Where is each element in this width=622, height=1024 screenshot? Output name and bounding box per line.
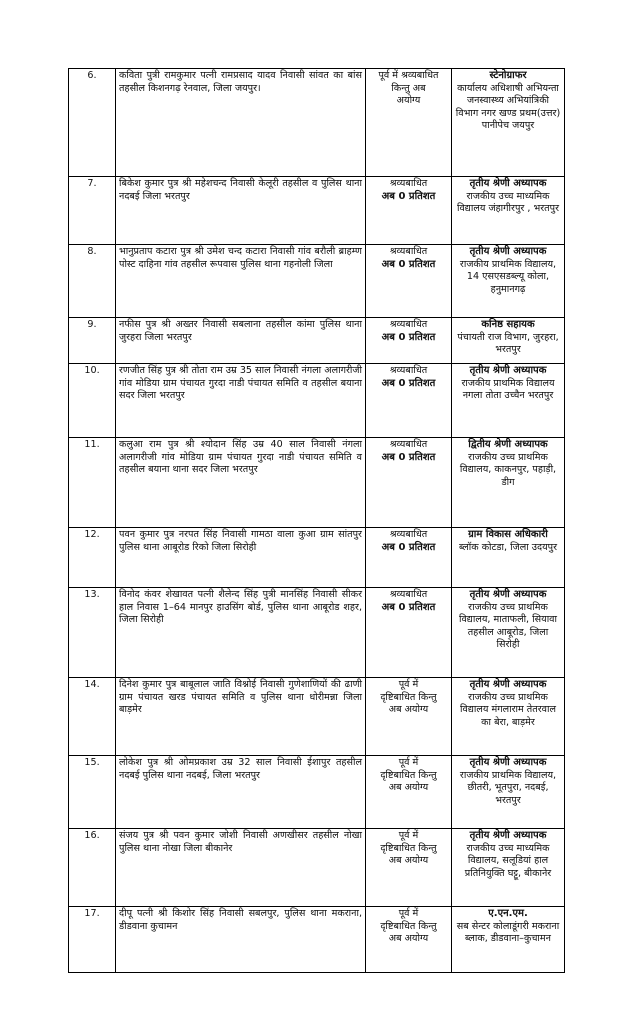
post-title: स्टेनोग्राफर [489, 70, 527, 81]
post-cell [452, 364, 565, 438]
status-line: पूर्व में [398, 830, 419, 841]
status-line: पूर्व में [398, 679, 419, 690]
status-line: अब अयोग्य [388, 704, 429, 716]
status-line: अब 0 प्रतिशत [381, 541, 436, 553]
post-cell [452, 829, 565, 907]
office-address: राजकीय उच्च प्राथमिक विद्यालय, माताफली, सियावा तहसील आबूरोड, जिला सिरोही [458, 601, 557, 651]
status-line: दृष्टिबाधित किन्तु [380, 769, 437, 781]
candidate-details: रणजीत सिंह पुत्र श्री तोता राम उम्र 35 साल निवासी नंगला अलागरीजी गांव मोडिया ग्राम पंचायत गुरदा नाडी पंचायत समिति व तहसील बयाना सदर जिला भरतपुर [116, 364, 366, 438]
candidate-details: नफीस पुत्र श्री अख्तर निवासी सबलाना तहसील कांमा पुलिस थाना जुरहरा जिला भरतपुर [116, 318, 366, 364]
appointment-table [68, 68, 565, 973]
post-title: तृतीय श्रेणी अध्यापक [469, 757, 547, 768]
office-address: राजकीय प्राथमिक विद्यालय नगला तोता उच्चैन भरतपुर [461, 377, 555, 402]
candidate-details: दीपू पत्नी श्री किशोर सिंह निवासी सबलपुर, पुलिस थाना मकराना, डीडवाना कुचामन [116, 907, 366, 973]
disability-status [366, 907, 452, 973]
post-title: तृतीय श्रेणी अध्यापक [469, 246, 547, 257]
post-title: कनिष्ठ सहायक [481, 319, 535, 330]
serial-number: 17. [69, 907, 116, 973]
post-cell [452, 678, 565, 756]
status-line: दृष्टिबाधित किन्तु [380, 842, 437, 854]
serial-number: 15. [69, 756, 116, 829]
serial-number: 8. [69, 245, 116, 318]
disability-status [366, 588, 452, 678]
status-line: श्रव्यबाधित [389, 246, 428, 257]
office-address: राजकीय उच्च प्राथमिक विद्यालय मंगलाराम तेतरवाल का बेरा, बाड़मेर [460, 691, 556, 728]
post-cell [452, 245, 565, 318]
serial-number: 10. [69, 364, 116, 438]
office-address: ब्लॉक कोटडा, जिला उदयपुर [458, 541, 558, 553]
serial-number: 13. [69, 588, 116, 678]
table-row [69, 528, 565, 588]
status-line: अब अयोग्य [388, 782, 429, 794]
status-line: श्रव्यबाधित [389, 178, 428, 189]
status-line: अब 0 प्रतिशत [381, 190, 436, 202]
post-title: तृतीय श्रेणी अध्यापक [469, 178, 547, 189]
table-row [69, 907, 565, 973]
office-address: राजकीय उच्च माध्यमिक विद्यालय जंहागीरपुर , भरतपुर [456, 190, 559, 215]
status-line: दृष्टिबाधित किन्तु [380, 920, 437, 932]
status-line: अब 0 प्रतिशत [381, 331, 436, 343]
candidate-details: पवन कुमार पुत्र नरपत सिंह निवासी गामठा वाला कुआ ग्राम सांतपुर पुलिस थाना आबूरोड रिको जिला सिरोही [116, 528, 366, 588]
status-line: अब 0 प्रतिशत [381, 451, 436, 463]
table-row [69, 588, 565, 678]
post-cell [452, 177, 565, 245]
candidate-details: कलुआ राम पुत्र श्री श्योदान सिंह उम्र 40 साल निवासी नंगला अलागरीजी गांव मोडिया ग्राम पंचायत गुरदा नाडी पंचायत समिति व तहसील बयाना थाना सदर जिला भरतपुर [116, 438, 366, 528]
serial-number: 16. [69, 829, 116, 907]
status-line: श्रव्यबाधित [389, 529, 428, 540]
serial-number: 7. [69, 177, 116, 245]
post-cell [452, 318, 565, 364]
status-line: अब अयोग्य [388, 933, 429, 945]
candidate-details: बिकेश कुमार पुत्र श्री महेशचन्द निवासी केलूरी तहसील व पुलिस थाना नदबई जिला भरतपुर [116, 177, 366, 245]
table-row [69, 438, 565, 528]
post-cell [452, 528, 565, 588]
candidate-details: कविता पुत्री रामकुमार पत्नी रामप्रसाद यादव निवासी सांवत का बांस तहसील किशनगढ़ रेनवाल, जिला जयपुर। [116, 69, 366, 177]
status-line: श्रव्यबाधित [389, 439, 428, 450]
disability-status [366, 69, 452, 177]
post-title: तृतीय श्रेणी अध्यापक [469, 589, 547, 600]
status-line: श्रव्यबाधित [389, 319, 428, 330]
post-title: तृतीय श्रेणी अध्यापक [469, 830, 547, 841]
disability-status [366, 364, 452, 438]
candidate-details: भानुप्रताप कटारा पुत्र श्री उमेश चन्द कटारा निवासी गांव बरौली ब्राहम्ण पोस्ट दाहिना गांव तहसील रूपवास पुलिस थाना गहनोली जिला [116, 245, 366, 318]
disability-status [366, 756, 452, 829]
status-line: अब 0 प्रतिशत [381, 601, 436, 613]
status-line: अब अयोग्य [388, 855, 429, 867]
disability-status [366, 177, 452, 245]
status-line: अब 0 प्रतिशत [381, 258, 436, 270]
post-title: ए.एन.एम. [488, 908, 528, 919]
table-row [69, 829, 565, 907]
office-address: राजकीय उच्च माध्यमिक विद्यालय, सलूडियां हाल प्रतिनियुक्ति घट्टू, बीकानेर [464, 842, 552, 879]
table-row [69, 245, 565, 318]
table-row [69, 177, 565, 245]
candidate-details: लोकेश पुत्र श्री ओमप्रकाश उम्र 32 साल निवासी ईशापुर तहसील नदबई पुलिस थाना नदबई, जिला भरतपुर [116, 756, 366, 829]
post-cell [452, 756, 565, 829]
candidate-details: संजय पुत्र श्री पवन कुमार जोशी निवासी अणखीसर तहसील नोखा पुलिस थाना नोखा जिला बीकानेर [116, 829, 366, 907]
serial-number: 12. [69, 528, 116, 588]
office-address: कार्यालय अधिशाषी अभियन्ता जनस्वास्थ्य अभियांत्रिकी विभाग नगर खण्ड प्रथम(उत्तर) पानीपेच जयपुर [455, 82, 561, 132]
serial-number: 11. [69, 438, 116, 528]
post-title: ग्राम विकास अधिकारी [468, 529, 548, 540]
post-cell [452, 907, 565, 973]
post-cell [452, 438, 565, 528]
status-line: श्रव्यबाधित [389, 589, 428, 600]
disability-status [366, 245, 452, 318]
office-address: राजकीय प्राथमिक विद्यालय, 14 एसएसडब्ल्यू कोला, हनुमानगढ़ [459, 258, 557, 295]
post-title: तृतीय श्रेणी अध्यापक [469, 679, 547, 690]
office-address: राजकीय प्राथमिक विद्यालय, छीतरी, भूतपुरा, नदबई, भरतपुर [459, 769, 557, 806]
table-row [69, 756, 565, 829]
status-line: पूर्व में [398, 908, 419, 919]
disability-status [366, 528, 452, 588]
post-cell [452, 69, 565, 177]
status-line: किन्तु अब [391, 82, 426, 94]
status-line: श्रव्यबाधित [389, 365, 428, 376]
candidate-details: दिनेश कुमार पुत्र बाबूलाल जाति विश्नोई निवासी गुणेशाणियों की ढाणी ग्राम पंचायत खरड पंचायत समिति व पुलिस थाना धोरीमन्ना जिला बाड़मेर [116, 678, 366, 756]
candidate-details: विनोद कंवर शेखावत पत्नी शैलेन्द सिंह पुत्री मानसिंह निवासी सीकर हाल निवास 1–64 मानपुर हाउसिंग बोर्ड, पुलिस थाना आबूरोड शहर, जिला सिरोही [116, 588, 366, 678]
table-row [69, 364, 565, 438]
post-title: तृतीय श्रेणी अध्यापक [469, 365, 547, 376]
serial-number: 14. [69, 678, 116, 756]
serial-number: 6. [69, 69, 116, 177]
table-row [69, 678, 565, 756]
office-address: पंचायती राज विभाग, जुरहरा, भरतपुर [457, 331, 559, 356]
disability-status [366, 829, 452, 907]
table-row [69, 318, 565, 364]
disability-status [366, 318, 452, 364]
status-line: पूर्व में [398, 757, 419, 768]
office-address: राजकीय उच्च प्राथमिक विद्यालय, काकनपुर, पहाड़ी, डीग [459, 451, 557, 488]
serial-number: 9. [69, 318, 116, 364]
status-line: अब 0 प्रतिशत [381, 377, 436, 389]
office-address: सब सेन्टर कोलाडूंगरी मकराना ब्लाक, डीडवाना–कुचामन [456, 920, 560, 945]
table-row [69, 69, 565, 177]
status-line: दृष्टिबाधित किन्तु [380, 691, 437, 703]
post-title: द्वितीय श्रेणी अध्यापक [468, 439, 548, 450]
status-line: पूर्व में श्रव्यबाधित [378, 70, 439, 81]
post-cell [452, 588, 565, 678]
disability-status [366, 678, 452, 756]
status-line: अयोग्य [396, 95, 421, 107]
disability-status [366, 438, 452, 528]
